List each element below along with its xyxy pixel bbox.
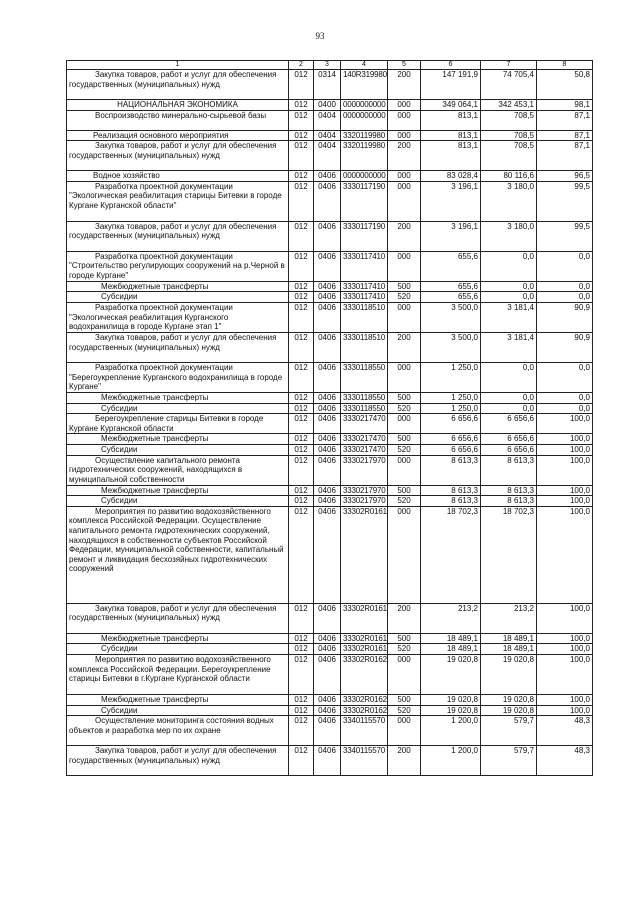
table-row: [67, 694, 593, 705]
row-percent-cell: 0,0: [537, 403, 593, 414]
row-name-cell: Берегоукрепление старицы Битевки в городе Кургане Курганской области: [67, 414, 289, 434]
row-section-cell: 0406: [314, 414, 341, 434]
table-row: [67, 485, 593, 496]
row-target-cell: 33302R0162: [341, 705, 388, 716]
row-fact-cell: 74 705,4: [481, 70, 537, 100]
header-cell: 4: [341, 61, 388, 70]
row-name-cell: Межбюджетные трансферты: [67, 434, 289, 445]
row-section-cell: 0406: [314, 455, 341, 485]
row-target-cell: 33302R0161: [341, 506, 388, 603]
header-cell: 8: [537, 61, 593, 70]
row-code-cell: 012: [289, 221, 314, 251]
row-percent-cell: 100,0: [537, 455, 593, 485]
row-percent-cell: 100,0: [537, 444, 593, 455]
row-fact-cell: 19 020,8: [481, 694, 537, 705]
row-target-cell: 33302R0161: [341, 644, 388, 655]
row-plan-cell: 8 613,3: [421, 485, 481, 496]
row-type-cell: 500: [388, 485, 421, 496]
table-row: [67, 141, 593, 171]
row-code-cell: 012: [289, 414, 314, 434]
row-name-cell: Разработка проектной документации "Берегоукрепление Курганского водохранилища в городе Кургане": [67, 362, 289, 392]
row-section-cell: 0406: [314, 362, 341, 392]
row-code-cell: 012: [289, 281, 314, 292]
row-type-cell: 000: [388, 171, 421, 182]
row-target-cell: 33302R0162: [341, 654, 388, 694]
row-target-cell: 3320119980: [341, 130, 388, 141]
row-fact-cell: 8 613,3: [481, 455, 537, 485]
row-code-cell: 012: [289, 70, 314, 100]
row-plan-cell: 213,2: [421, 603, 481, 633]
row-fact-cell: 213,2: [481, 603, 537, 633]
table-row: [67, 746, 593, 776]
row-percent-cell: 87,1: [537, 110, 593, 130]
row-type-cell: 500: [388, 633, 421, 644]
row-section-cell: 0406: [314, 746, 341, 776]
row-fact-cell: 6 656,6: [481, 414, 537, 434]
header-cell: 7: [481, 61, 537, 70]
row-target-cell: 0000000000: [341, 171, 388, 182]
row-percent-cell: 0,0: [537, 292, 593, 303]
row-name-cell: Закупка товаров, работ и услуг для обеспечения государственных (муниципальных) нужд: [67, 141, 289, 171]
row-fact-cell: 579,7: [481, 716, 537, 746]
table-row: [67, 392, 593, 403]
row-percent-cell: 100,0: [537, 644, 593, 655]
row-target-cell: 3330118550: [341, 362, 388, 392]
row-fact-cell: 0,0: [481, 362, 537, 392]
row-fact-cell: 19 020,8: [481, 654, 537, 694]
row-type-cell: 520: [388, 705, 421, 716]
row-percent-cell: 100,0: [537, 434, 593, 445]
row-target-cell: 3330217970: [341, 485, 388, 496]
table-row: [67, 506, 593, 603]
row-fact-cell: 19 020,8: [481, 705, 537, 716]
row-name-cell: Воспроизводство минерально-сырьевой базы: [67, 110, 289, 130]
row-target-cell: 3330217470: [341, 444, 388, 455]
row-type-cell: 200: [388, 332, 421, 362]
table-row: [67, 281, 593, 292]
row-type-cell: 000: [388, 362, 421, 392]
row-type-cell: 200: [388, 746, 421, 776]
row-name-cell: Межбюджетные трансферты: [67, 633, 289, 644]
row-percent-cell: 100,0: [537, 496, 593, 507]
table-row: [67, 644, 593, 655]
row-section-cell: 0406: [314, 506, 341, 603]
row-code-cell: 012: [289, 362, 314, 392]
row-type-cell: 520: [388, 444, 421, 455]
row-fact-cell: 3 181,4: [481, 302, 537, 332]
row-section-cell: 0406: [314, 251, 341, 281]
row-type-cell: 500: [388, 434, 421, 445]
row-target-cell: 3330217970: [341, 455, 388, 485]
row-code-cell: 012: [289, 455, 314, 485]
row-percent-cell: 50,8: [537, 70, 593, 100]
table-row: [67, 70, 593, 100]
row-target-cell: 33302R0161: [341, 603, 388, 633]
table-row: [67, 633, 593, 644]
row-plan-cell: 19 020,8: [421, 705, 481, 716]
row-name-cell: Водное хозяйство: [67, 171, 289, 182]
row-percent-cell: 87,1: [537, 141, 593, 171]
row-code-cell: 012: [289, 110, 314, 130]
row-type-cell: 000: [388, 100, 421, 111]
row-section-cell: 0406: [314, 603, 341, 633]
row-percent-cell: 100,0: [537, 603, 593, 633]
table-row: [67, 332, 593, 362]
row-type-cell: 000: [388, 302, 421, 332]
row-name-cell: Субсидии: [67, 292, 289, 303]
row-section-cell: 0406: [314, 281, 341, 292]
row-section-cell: 0406: [314, 181, 341, 221]
row-plan-cell: 83 028,4: [421, 171, 481, 182]
row-plan-cell: 18 489,1: [421, 644, 481, 655]
row-name-cell: Межбюджетные трансферты: [67, 392, 289, 403]
row-name-cell: Межбюджетные трансферты: [67, 485, 289, 496]
row-fact-cell: 18 489,1: [481, 633, 537, 644]
row-type-cell: 000: [388, 414, 421, 434]
row-code-cell: 012: [289, 603, 314, 633]
row-code-cell: 012: [289, 654, 314, 694]
row-name-cell: Мероприятия по развитию водохозяйственного комплекса Российской Федерации. Осуществление капитального ремонта гидротехнических сооружений, находящихся в собственности субъектов Российской Федерации, муниципальной собственности, капитальный ремонт и ликвидация бесхозяйных гидротехнических сооружений: [67, 506, 289, 603]
row-section-cell: 0406: [314, 705, 341, 716]
row-name-cell: Мероприятия по развитию водохозяйственного комплекса Российской Федерации. Берегоукрепление старицы Битевки в г.Кургане Курганской области: [67, 654, 289, 694]
row-name-cell: Осуществление капитального ремонта гидротехнических сооружений, находящихся в муниципальной собственности: [67, 455, 289, 485]
table-row: [67, 181, 593, 221]
row-name-cell: Межбюджетные трансферты: [67, 281, 289, 292]
row-target-cell: 3320119980: [341, 141, 388, 171]
row-section-cell: 0406: [314, 444, 341, 455]
row-target-cell: 3330118550: [341, 392, 388, 403]
row-code-cell: 012: [289, 485, 314, 496]
row-plan-cell: 813,1: [421, 110, 481, 130]
row-section-cell: 0406: [314, 434, 341, 445]
row-type-cell: 500: [388, 392, 421, 403]
row-target-cell: 0000000000: [341, 110, 388, 130]
row-plan-cell: 1 250,0: [421, 362, 481, 392]
row-percent-cell: 100,0: [537, 654, 593, 694]
table-row: [67, 705, 593, 716]
table-row: [67, 434, 593, 445]
row-plan-cell: 1 250,0: [421, 403, 481, 414]
row-name-cell: Закупка товаров, работ и услуг для обеспечения государственных (муниципальных) нужд: [67, 221, 289, 251]
table-row: [67, 100, 593, 111]
row-type-cell: 200: [388, 70, 421, 100]
row-target-cell: 3340115570: [341, 746, 388, 776]
table-row: [67, 496, 593, 507]
row-code-cell: 012: [289, 644, 314, 655]
row-type-cell: 200: [388, 141, 421, 171]
row-section-cell: 0404: [314, 130, 341, 141]
row-fact-cell: 3 181,4: [481, 332, 537, 362]
row-fact-cell: 0,0: [481, 403, 537, 414]
row-plan-cell: 1 200,0: [421, 716, 481, 746]
row-section-cell: 0406: [314, 654, 341, 694]
row-fact-cell: 8 613,3: [481, 496, 537, 507]
row-percent-cell: 96,5: [537, 171, 593, 182]
row-plan-cell: 3 196,1: [421, 181, 481, 221]
row-name-cell: Субсидии: [67, 644, 289, 655]
row-name-cell: Разработка проектной документации "Экологическая реабилитация старицы Битевки в городе Кургане Курганской области": [67, 181, 289, 221]
row-section-cell: 0406: [314, 302, 341, 332]
row-code-cell: 012: [289, 141, 314, 171]
table-body: [67, 70, 593, 776]
row-target-cell: 3340115570: [341, 716, 388, 746]
header-row: [67, 61, 593, 70]
row-code-cell: 012: [289, 746, 314, 776]
row-type-cell: 520: [388, 644, 421, 655]
row-type-cell: 000: [388, 455, 421, 485]
row-target-cell: 140R319980: [341, 70, 388, 100]
row-percent-cell: 99,5: [537, 221, 593, 251]
row-plan-cell: 349 064,1: [421, 100, 481, 111]
row-code-cell: 012: [289, 392, 314, 403]
row-fact-cell: 3 180,0: [481, 221, 537, 251]
table-row: [67, 603, 593, 633]
header-cell: 6: [421, 61, 481, 70]
table-row: [67, 362, 593, 392]
row-type-cell: 200: [388, 221, 421, 251]
header-cell: 3: [314, 61, 341, 70]
header-cell: 2: [289, 61, 314, 70]
row-code-cell: 012: [289, 302, 314, 332]
row-section-cell: 0404: [314, 141, 341, 171]
row-section-cell: 0400: [314, 100, 341, 111]
row-percent-cell: 100,0: [537, 633, 593, 644]
row-target-cell: 3330117190: [341, 221, 388, 251]
row-plan-cell: 6 656,6: [421, 414, 481, 434]
row-fact-cell: 0,0: [481, 281, 537, 292]
row-percent-cell: 0,0: [537, 362, 593, 392]
row-name-cell: Субсидии: [67, 403, 289, 414]
row-target-cell: 3330117410: [341, 292, 388, 303]
row-section-cell: 0406: [314, 403, 341, 414]
row-plan-cell: 655,6: [421, 292, 481, 303]
row-name-cell: Реализация основного мероприятия: [67, 130, 289, 141]
row-fact-cell: 80 116,6: [481, 171, 537, 182]
table-row: [67, 403, 593, 414]
row-code-cell: 012: [289, 716, 314, 746]
header-cell: 1: [67, 61, 289, 70]
row-code-cell: 012: [289, 332, 314, 362]
row-plan-cell: 655,6: [421, 251, 481, 281]
row-type-cell: 000: [388, 506, 421, 603]
row-name-cell: Закупка товаров, работ и услуг для обеспечения государственных (муниципальных) нужд: [67, 332, 289, 362]
row-name-cell: Межбюджетные трансферты: [67, 694, 289, 705]
row-code-cell: 012: [289, 292, 314, 303]
row-plan-cell: 19 020,8: [421, 694, 481, 705]
row-name-cell: Субсидии: [67, 444, 289, 455]
row-target-cell: 3330118510: [341, 302, 388, 332]
row-name-cell: Разработка проектной документации "Экологическая реабилитация Курганского водохранилища в городе Кургане этап 1": [67, 302, 289, 332]
row-plan-cell: 3 196,1: [421, 221, 481, 251]
row-section-cell: 0406: [314, 496, 341, 507]
row-name-cell: НАЦИОНАЛЬНАЯ ЭКОНОМИКА: [67, 100, 289, 111]
row-plan-cell: 6 656,6: [421, 444, 481, 455]
row-fact-cell: 6 656,6: [481, 444, 537, 455]
row-percent-cell: 0,0: [537, 392, 593, 403]
row-target-cell: 3330117410: [341, 251, 388, 281]
row-code-cell: 012: [289, 100, 314, 111]
row-code-cell: 012: [289, 694, 314, 705]
row-type-cell: 500: [388, 694, 421, 705]
row-percent-cell: 100,0: [537, 694, 593, 705]
table-row: [67, 110, 593, 130]
row-target-cell: 3330217970: [341, 496, 388, 507]
row-percent-cell: 90,9: [537, 302, 593, 332]
row-fact-cell: 0,0: [481, 392, 537, 403]
row-fact-cell: 6 656,6: [481, 434, 537, 445]
row-section-cell: 0406: [314, 392, 341, 403]
row-target-cell: 0000000000: [341, 100, 388, 111]
row-fact-cell: 708,5: [481, 110, 537, 130]
row-section-cell: 0404: [314, 110, 341, 130]
row-percent-cell: 98,1: [537, 100, 593, 111]
row-plan-cell: 813,1: [421, 141, 481, 171]
row-code-cell: 012: [289, 251, 314, 281]
row-fact-cell: 3 180,0: [481, 181, 537, 221]
table-row: [67, 654, 593, 694]
row-plan-cell: 19 020,8: [421, 654, 481, 694]
row-section-cell: 0406: [314, 485, 341, 496]
table-row: [67, 444, 593, 455]
row-plan-cell: 3 500,0: [421, 332, 481, 362]
table-row: [67, 716, 593, 746]
row-percent-cell: 99,5: [537, 181, 593, 221]
row-type-cell: 000: [388, 181, 421, 221]
row-section-cell: 0406: [314, 332, 341, 362]
row-fact-cell: 708,5: [481, 141, 537, 171]
row-percent-cell: 87,1: [537, 130, 593, 141]
table-row: [67, 302, 593, 332]
row-section-cell: 0314: [314, 70, 341, 100]
row-fact-cell: 708,5: [481, 130, 537, 141]
row-code-cell: 012: [289, 506, 314, 603]
row-type-cell: 000: [388, 251, 421, 281]
row-percent-cell: 0,0: [537, 251, 593, 281]
row-code-cell: 012: [289, 171, 314, 182]
row-section-cell: 0406: [314, 694, 341, 705]
row-name-cell: Разработка проектной документации "Строительство регулирующих сооружений на р.Черной в городе Кургане": [67, 251, 289, 281]
row-code-cell: 012: [289, 434, 314, 445]
row-target-cell: 3330118510: [341, 332, 388, 362]
row-name-cell: Закупка товаров, работ и услуг для обеспечения государственных (муниципальных) нужд: [67, 70, 289, 100]
header-cell: 5: [388, 61, 421, 70]
row-type-cell: 520: [388, 292, 421, 303]
table-row: [67, 455, 593, 485]
row-section-cell: 0406: [314, 171, 341, 182]
row-target-cell: 3330217470: [341, 414, 388, 434]
page-number: 93: [315, 31, 325, 41]
row-fact-cell: 0,0: [481, 251, 537, 281]
row-section-cell: 0406: [314, 221, 341, 251]
row-section-cell: 0406: [314, 716, 341, 746]
row-code-cell: 012: [289, 130, 314, 141]
row-name-cell: Субсидии: [67, 496, 289, 507]
row-fact-cell: 18 489,1: [481, 644, 537, 655]
row-name-cell: Закупка товаров, работ и услуг для обеспечения государственных (муниципальных) нужд: [67, 746, 289, 776]
row-plan-cell: 147 191,9: [421, 70, 481, 100]
row-percent-cell: 100,0: [537, 506, 593, 603]
table-row: [67, 292, 593, 303]
row-type-cell: 520: [388, 403, 421, 414]
row-plan-cell: 3 500,0: [421, 302, 481, 332]
row-name-cell: Закупка товаров, работ и услуг для обеспечения государственных (муниципальных) нужд: [67, 603, 289, 633]
row-type-cell: 500: [388, 281, 421, 292]
row-percent-cell: 90,9: [537, 332, 593, 362]
table-row: [67, 414, 593, 434]
row-section-cell: 0406: [314, 644, 341, 655]
row-target-cell: 33302R0161: [341, 633, 388, 644]
row-percent-cell: 100,0: [537, 414, 593, 434]
row-plan-cell: 18 489,1: [421, 633, 481, 644]
row-target-cell: 3330217470: [341, 434, 388, 445]
row-type-cell: 000: [388, 130, 421, 141]
row-code-cell: 012: [289, 633, 314, 644]
row-code-cell: 012: [289, 181, 314, 221]
row-type-cell: 520: [388, 496, 421, 507]
row-type-cell: 000: [388, 716, 421, 746]
table-row: [67, 171, 593, 182]
row-code-cell: 012: [289, 496, 314, 507]
row-percent-cell: 0,0: [537, 281, 593, 292]
row-section-cell: 0406: [314, 292, 341, 303]
row-target-cell: 3330117410: [341, 281, 388, 292]
table-row: [67, 221, 593, 251]
row-percent-cell: 48,3: [537, 716, 593, 746]
row-type-cell: 000: [388, 654, 421, 694]
row-fact-cell: 342 453,1: [481, 100, 537, 111]
row-percent-cell: 100,0: [537, 705, 593, 716]
row-code-cell: 012: [289, 444, 314, 455]
row-target-cell: 33302R0162: [341, 694, 388, 705]
row-type-cell: 200: [388, 603, 421, 633]
row-plan-cell: 8 613,3: [421, 496, 481, 507]
row-plan-cell: 655,6: [421, 281, 481, 292]
row-name-cell: Субсидии: [67, 705, 289, 716]
row-plan-cell: 8 613,3: [421, 455, 481, 485]
row-target-cell: 3330118550: [341, 403, 388, 414]
row-fact-cell: 18 702,3: [481, 506, 537, 603]
row-section-cell: 0406: [314, 633, 341, 644]
row-percent-cell: 48,3: [537, 746, 593, 776]
budget-execution-table: [66, 60, 593, 776]
row-fact-cell: 8 613,3: [481, 485, 537, 496]
row-plan-cell: 18 702,3: [421, 506, 481, 603]
row-code-cell: 012: [289, 403, 314, 414]
row-plan-cell: 1 200,0: [421, 746, 481, 776]
row-target-cell: 3330117190: [341, 181, 388, 221]
row-plan-cell: 813,1: [421, 130, 481, 141]
table-row: [67, 251, 593, 281]
table-row: [67, 130, 593, 141]
row-percent-cell: 100,0: [537, 485, 593, 496]
row-fact-cell: 579,7: [481, 746, 537, 776]
row-fact-cell: 0,0: [481, 292, 537, 303]
row-plan-cell: 1 250,0: [421, 392, 481, 403]
row-code-cell: 012: [289, 705, 314, 716]
row-type-cell: 000: [388, 110, 421, 130]
row-name-cell: Осуществление мониторинга состояния водных объектов и разработка мер по их охране: [67, 716, 289, 746]
row-plan-cell: 6 656,6: [421, 434, 481, 445]
